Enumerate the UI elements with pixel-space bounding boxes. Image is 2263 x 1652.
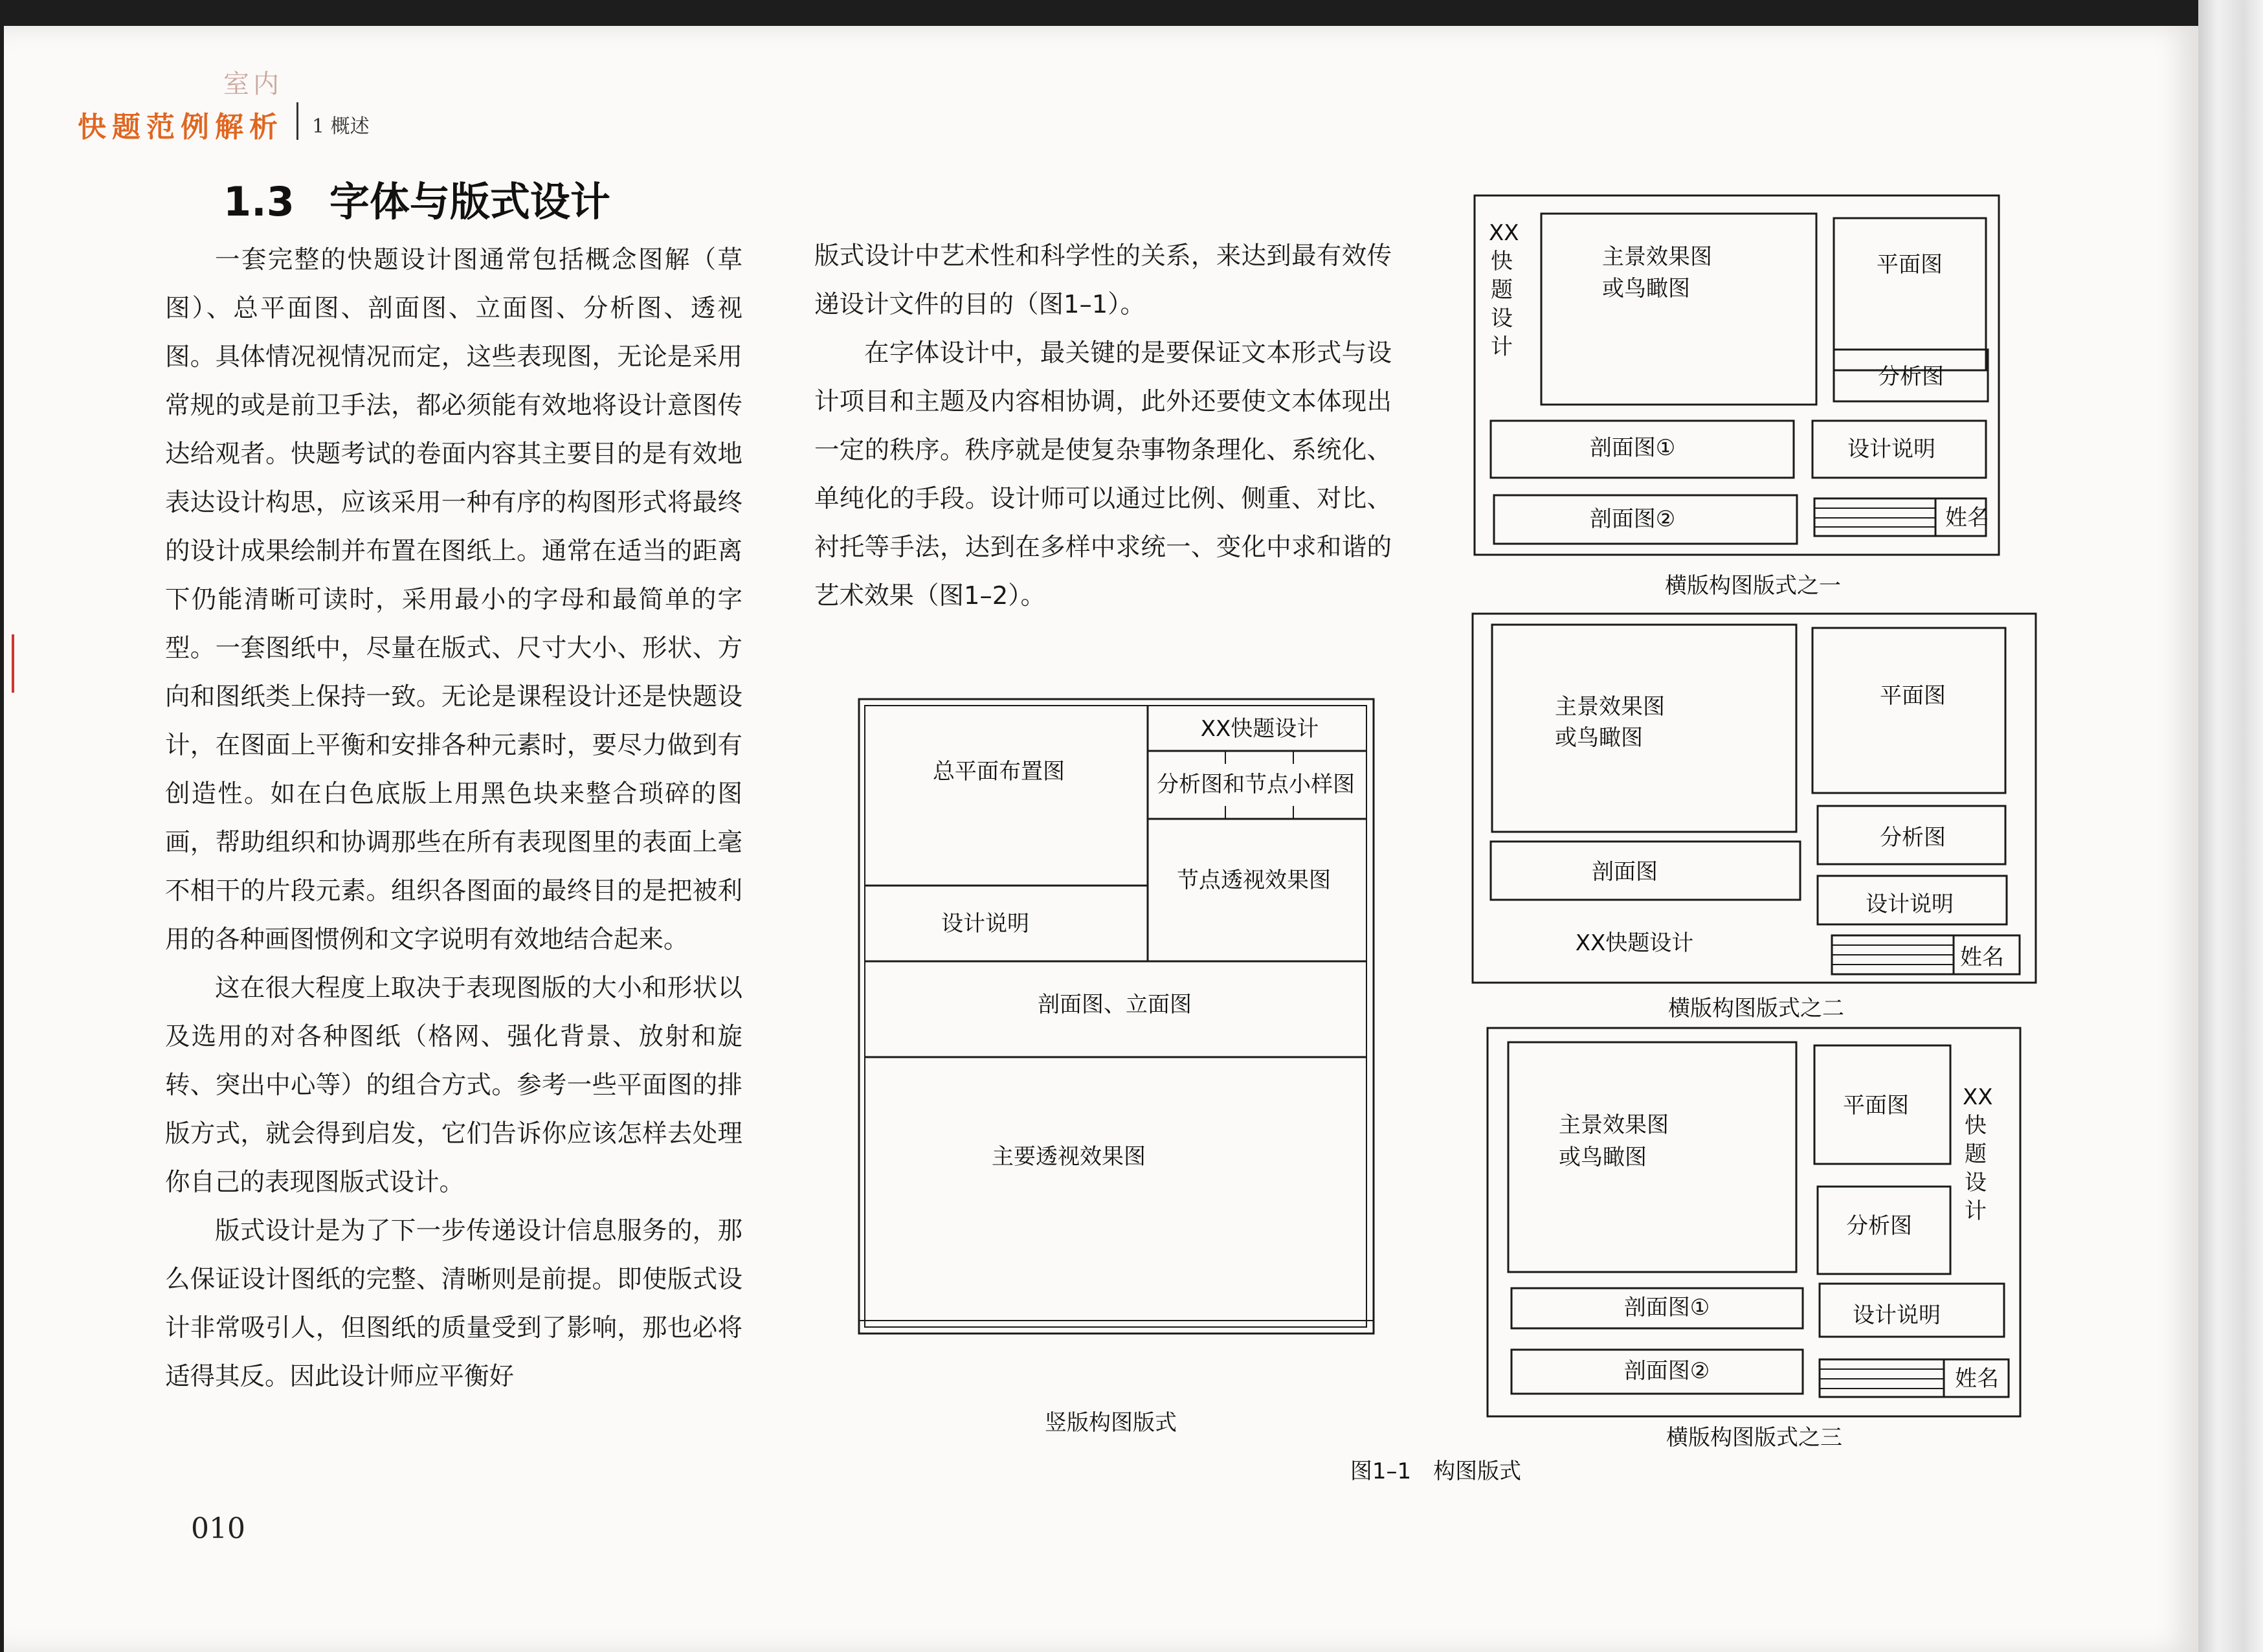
h1-plan: 平面图 — [1877, 252, 1943, 278]
h2-plan: 平面图 — [1880, 683, 1946, 709]
h3-plan: 平面图 — [1843, 1093, 1909, 1119]
section-number: 1.3 — [223, 178, 295, 225]
box-section-elevation: 剖面图、立面图 — [1038, 992, 1192, 1018]
h1-name: 姓名 — [1945, 505, 1989, 531]
h2-main-view-alt: 或鸟瞰图 — [1555, 725, 1643, 751]
box-node-perspective: 节点透视效果图 — [1177, 867, 1331, 893]
figure-caption: 图1–1 构图版式 — [1350, 1458, 1522, 1484]
h2-caption: 横版构图版式之二 — [1668, 996, 1844, 1021]
h2-name: 姓名 — [1960, 944, 2004, 970]
h3-main-view: 主景效果图 — [1559, 1112, 1669, 1138]
h3-section-2: 剖面图② — [1623, 1358, 1710, 1384]
horizontal-layout-2-diagram — [1473, 614, 2036, 983]
h2-section: 剖面图 — [1592, 859, 1658, 885]
h3-main-view-alt: 或鸟瞰图 — [1559, 1144, 1647, 1170]
paragraph: 这在很大程度上取决于表现图版的大小和形状以及选用的对各种图纸（格网、强化背景、放射和旋转、突出中心等）的组合方式。参考一些平面图的排版方式，就会得到启发，它们告诉你应该怎样去处理你自己的表现图版式设计。 — [165, 974, 742, 1197]
header-series-label: 室内 — [223, 69, 283, 99]
h3-design-notes: 设计说明 — [1853, 1302, 1941, 1328]
paragraph: 版式设计是为了下一步传递设计信息服务的，那么保证设计图纸的完整、清晰则是前提。即使版式设计非常吸引人，但图纸的质量受到了影响，那也必将适得其反。因此设计师应平衡好 — [165, 1216, 742, 1391]
h3-analysis: 分析图 — [1846, 1213, 1912, 1239]
paragraph: 在字体设计中，最关键的是要保证文本形式与设计项目和主题及内容相协调，此外还要使文本体现出一定的秩序。秩序就是使复杂事物条理化、系统化、单纯化的手段。设计师可以通过比例、侧重、对比、衬托等手法，达到在多样中求统一、变化中求和谐的艺术效果（图1–2）。 — [814, 339, 1392, 610]
box-design-notes: 设计说明 — [941, 911, 1029, 937]
h1-section-2: 剖面图② — [1589, 506, 1676, 532]
h2-analysis: 分析图 — [1880, 825, 1946, 851]
h3-title-vertical: XX快题设计 — [1963, 1084, 1993, 1224]
section-heading: 字体与版式设计 — [329, 178, 610, 225]
page-number: 010 — [191, 1512, 245, 1545]
h3-section-1: 剖面图① — [1623, 1295, 1710, 1321]
box-main-perspective: 主要透视效果图 — [992, 1144, 1146, 1170]
h1-design-notes: 设计说明 — [1847, 436, 1935, 462]
box-project-title: XX快题设计 — [1200, 716, 1319, 742]
h1-caption: 横版构图版式之一 — [1665, 573, 1841, 599]
h1-analysis: 分析图 — [1878, 364, 1944, 390]
h1-main-view-alt: 或鸟瞰图 — [1602, 276, 1690, 302]
header-book-title: 快题范例解析 — [78, 111, 284, 144]
h3-caption: 横版构图版式之三 — [1666, 1425, 1842, 1451]
h1-section-1: 剖面图① — [1589, 435, 1676, 461]
h1-main-view: 主景效果图 — [1602, 244, 1712, 270]
vertical-layout-caption: 竖版构图版式 — [1045, 1410, 1177, 1436]
box-analysis-diagram: 分析图和节点小样图 — [1157, 772, 1355, 798]
box-site-plan: 总平面布置图 — [933, 759, 1065, 785]
h2-main-view: 主景效果图 — [1555, 694, 1665, 720]
horizontal-layout-3-diagram — [1488, 1028, 2020, 1416]
h2-design-notes: 设计说明 — [1866, 891, 1954, 917]
h3-name: 姓名 — [1955, 1366, 1999, 1392]
h1-title-vertical: XX快题设计 — [1489, 220, 1519, 360]
paragraph: 版式设计中艺术性和科学性的关系，来达到最有效传递设计文件的目的（图1–1）。 — [814, 241, 1392, 319]
paragraph: 一套完整的快题设计图通常包括概念图解（草图）、总平面图、剖面图、立面图、分析图、透视图。具体情况视情况而定，这些表现图，无论是采用常规的或是前卫手法，都必须能有效地将设计意图传达给观者。快题考试的卷面内容其主要目的是有效地表达设计构思，应该采用一种有序的构图形式将最终的设计成果绘制并布置在图纸上。通常在适当的距离下仍能清晰可读时，采用最小的字母和最简单的字型。一套图纸中，尽量在版式、尺寸大小、形状、方向和图纸类上保持一致。无论是课程设计还是快题设计，在图面上平衡和安排各种元素时，要尽力做到有创造性。如在白色底版上用黑色块来整合琐碎的图画，帮助组织和协调那些在所有表现图里的表面上毫不相干的片段元素。组织各图面的最终目的是把被利用的各种画图惯例和文字说明有效地结合起来。 — [165, 245, 742, 954]
h2-project-title: XX快题设计 — [1575, 930, 1694, 956]
header-chapter: 1 概述 — [312, 115, 370, 138]
